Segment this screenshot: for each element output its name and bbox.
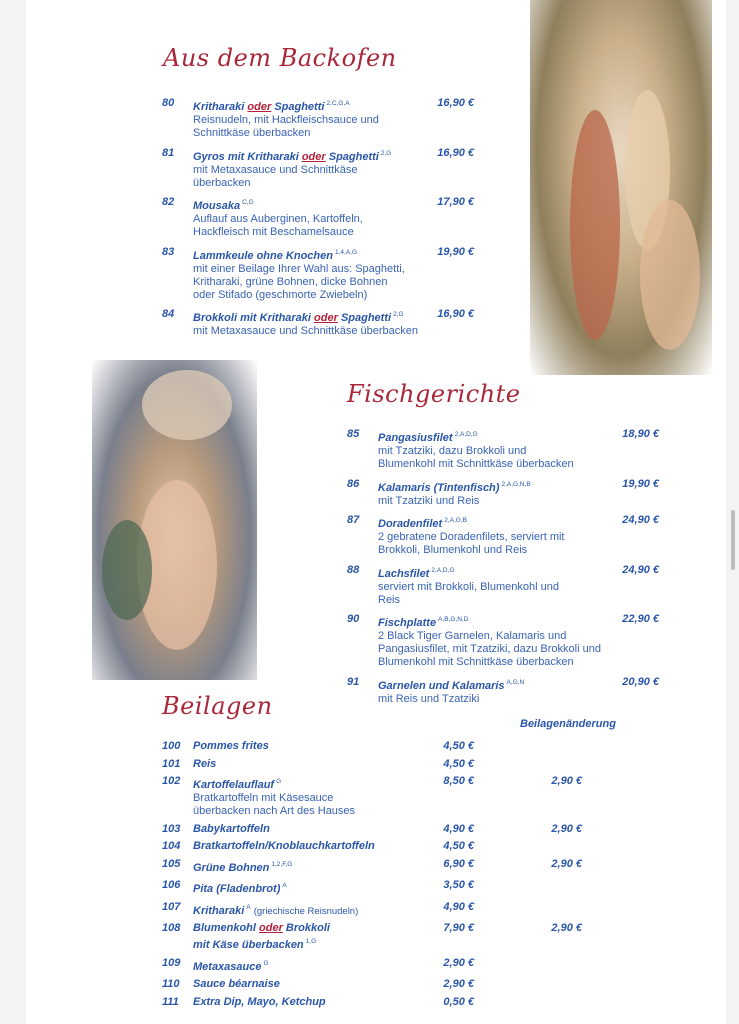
item-name-text: Pommes frites	[193, 740, 269, 752]
item-change-price: 2,90 €	[551, 775, 582, 787]
item-change-price: 2,90 €	[551, 857, 582, 870]
menu-item	[162, 147, 482, 190]
menu-item	[162, 823, 592, 836]
item-body	[193, 840, 592, 853]
item-name-text: Metaxasauce	[193, 960, 262, 973]
item-name-text: Reis	[193, 757, 217, 770]
allergen-codes: 2,A,D,G	[431, 566, 455, 574]
item-note: (griechische Reisnudeln)	[253, 905, 359, 917]
menu-item	[162, 775, 592, 818]
section-title-beilagen: Beilagen	[162, 692, 273, 720]
menu-item	[162, 97, 482, 140]
item-name-oder: oder	[259, 922, 283, 934]
item-number: 90	[347, 613, 360, 625]
menu-item	[347, 676, 667, 706]
item-description: überbacken nach Art des Hauses	[193, 805, 356, 817]
item-name-oder: oder	[314, 312, 338, 324]
item-price: 6,90 €	[443, 857, 474, 870]
menu-item	[162, 922, 592, 952]
item-name-text: Lammkeule ohne Knochen	[193, 249, 333, 262]
item-name-text: Grüne Bohnen	[193, 861, 270, 874]
item-number: 109	[162, 956, 181, 969]
allergen-codes: 2,G	[393, 311, 404, 318]
item-number: 91	[347, 675, 360, 688]
item-price: 24,90 €	[622, 514, 659, 526]
section-backofen	[162, 97, 482, 345]
item-change-price: 2,90 €	[551, 822, 582, 835]
item-price: 4,90 €	[443, 822, 474, 835]
item-price: 3,50 €	[443, 879, 474, 891]
item-price: 19,90 €	[622, 477, 659, 490]
item-body	[193, 758, 592, 771]
section-fischgerichte	[347, 428, 667, 712]
item-name	[193, 957, 592, 974]
item-name-text: Pangasiusfilet	[378, 432, 453, 444]
item-description: Blumenkohl mit Schnittkäse überbacken	[378, 656, 574, 668]
item-price: 2,90 €	[443, 956, 474, 969]
menu-item	[162, 246, 482, 302]
allergen-codes: 2,A,G,N,B	[501, 480, 531, 488]
item-name-text: Mousaka	[193, 200, 241, 212]
item-name-text-2: Spaghetti	[325, 150, 379, 163]
section-beilagen	[162, 740, 592, 1013]
item-name-text: Kalamaris (Tintenfisch)	[378, 481, 500, 494]
item-body	[193, 978, 592, 991]
allergen-codes: A	[246, 903, 251, 911]
item-name	[193, 996, 592, 1009]
item-name-line2-text: mit Käse überbacken	[193, 939, 304, 951]
item-name-text: Gyros mit Kritharaki	[193, 150, 302, 163]
item-price: 7,90 €	[443, 922, 474, 934]
item-body	[193, 901, 592, 918]
item-number: 108	[162, 922, 181, 934]
item-number: 82	[162, 196, 175, 208]
item-number: 85	[347, 428, 360, 440]
allergen-codes: 2,A,D,G	[454, 431, 478, 438]
item-description: mit Metaxasauce und Schnittkäse überbacken	[193, 325, 419, 337]
item-description: Brokkoli, Blumenkohl und Reis	[378, 544, 528, 556]
item-name-text: Blumenkohl	[193, 922, 260, 934]
item-name-text: Kartoffelauflauf	[193, 779, 275, 791]
item-description: Kritharaki, grüne Bohnen, dicke Bohnen	[193, 275, 388, 288]
item-price: 16,90 €	[437, 97, 474, 109]
item-description: mit Tzatziki und Reis	[378, 494, 480, 507]
item-price: 8,50 €	[443, 775, 474, 787]
item-description: Auflauf aus Auberginen, Kartoffeln,	[193, 213, 363, 225]
item-price: 17,90 €	[437, 196, 474, 208]
allergen-codes: 2,A,G,B	[444, 517, 467, 524]
menu-item	[347, 428, 667, 471]
scrollbar[interactable]	[731, 510, 735, 570]
item-number: 104	[162, 840, 181, 852]
item-number: 84	[162, 308, 175, 320]
menu-item	[162, 957, 592, 974]
item-description: überbacken	[193, 176, 251, 189]
menu-item	[162, 840, 592, 853]
menu-item	[162, 740, 592, 753]
allergen-codes: A,B,G,N,D	[438, 616, 469, 623]
item-name	[193, 740, 592, 753]
item-description: Reisnudeln, mit Hackfleischsauce und	[193, 114, 379, 126]
allergen-codes: 1,G	[305, 938, 317, 945]
item-name-text-2: Spaghetti	[271, 101, 325, 113]
item-name-text: Brokkoli mit Kritharaki	[193, 312, 315, 324]
item-number: 101	[162, 757, 181, 770]
item-number: 111	[162, 995, 179, 1008]
item-body	[193, 957, 592, 974]
item-price: 16,90 €	[437, 146, 474, 159]
item-number: 105	[162, 857, 181, 870]
item-description: mit Tzatziki, dazu Brokkoli und	[378, 445, 527, 457]
item-number: 88	[347, 563, 360, 576]
item-number: 106	[162, 879, 181, 891]
item-name-text: Kritharaki	[193, 101, 248, 113]
allergen-codes: 2,C,G,A	[326, 100, 350, 107]
item-description: Pangasiusfilet, mit Tzatziki, dazu Brokkoli und	[378, 643, 601, 655]
item-name-text: Sauce béarnaise	[193, 978, 280, 990]
item-name-text: Kritharaki	[193, 904, 245, 917]
item-change-price: 2,90 €	[551, 922, 582, 934]
item-number: 80	[162, 97, 175, 109]
item-description: 2 gebratene Doradenfilets, serviert mit	[378, 531, 565, 543]
painting-classical-figures-left	[92, 360, 257, 680]
item-number: 81	[162, 146, 175, 159]
item-name-text: Fischplatte	[378, 617, 437, 629]
menu-item	[162, 901, 592, 918]
menu-item	[347, 514, 667, 557]
item-number: 87	[347, 514, 360, 526]
allergen-codes: 2,G	[380, 149, 392, 157]
item-name-text: Doradenfilet	[378, 518, 443, 530]
item-name-text: Extra Dip, Mayo, Ketchup	[193, 995, 326, 1008]
item-number: 86	[347, 477, 360, 490]
item-description: Bratkartoffeln mit Käsesauce	[193, 792, 334, 804]
menu-item	[162, 879, 592, 896]
menu-item	[347, 564, 667, 607]
item-number: 102	[162, 775, 181, 787]
item-price: 18,90 €	[622, 428, 659, 440]
item-description: mit Metaxasauce und Schnittkäse	[193, 163, 358, 176]
menu-item	[162, 858, 592, 875]
item-number: 107	[162, 900, 181, 913]
item-name-text: Lachsfilet	[378, 567, 430, 580]
item-name-line2	[193, 935, 592, 952]
allergen-codes: A,G,N	[506, 678, 525, 686]
item-body	[193, 996, 592, 1009]
item-name	[193, 901, 592, 918]
item-name	[193, 879, 592, 896]
item-name-text: Bratkartoffeln/Knoblauchkartoffeln	[193, 840, 375, 852]
item-name-text: Pita (Fladenbrot)	[193, 883, 281, 895]
item-description: Hackfleisch mit Beschamelsauce	[193, 226, 354, 238]
item-description: mit Reis und Tzatziki	[378, 692, 480, 705]
item-price: 16,90 €	[437, 308, 474, 320]
item-name-text-2: Brokkoli	[282, 922, 330, 934]
item-price: 4,50 €	[443, 740, 474, 752]
item-name-text: Garnelen und Kalamaris	[378, 679, 505, 692]
menu-item	[162, 978, 592, 991]
item-name-text-2: Spaghetti	[337, 312, 392, 324]
item-number: 100	[162, 740, 181, 752]
item-name	[193, 840, 592, 853]
allergen-codes: G	[276, 778, 282, 785]
item-name	[193, 758, 592, 771]
item-description: serviert mit Brokkoli, Blumenkohl und	[378, 580, 559, 593]
allergen-codes: C,G	[242, 199, 254, 206]
item-description: mit einer Beilage Ihrer Wahl aus: Spaghetti,	[193, 262, 405, 275]
section-title-backofen: Aus dem Backofen	[163, 44, 397, 72]
item-number: 83	[162, 245, 175, 258]
menu-item	[347, 613, 667, 669]
item-price: 19,90 €	[437, 245, 474, 258]
allergen-codes: G	[263, 959, 269, 967]
item-name-oder: oder	[301, 150, 326, 163]
item-price: 4,50 €	[443, 840, 474, 852]
item-body	[193, 879, 592, 896]
item-name	[193, 978, 592, 991]
item-description: Schnittkäse überbacken	[193, 127, 311, 139]
item-name-text: Babykartoffeln	[193, 822, 270, 835]
beilagen-change-header: Beilagenänderung	[520, 718, 616, 730]
item-price: 24,90 €	[622, 563, 659, 576]
item-body	[193, 740, 592, 753]
menu-item	[162, 758, 592, 771]
item-description: Reis	[378, 593, 401, 606]
section-title-fisch: Fischgerichte	[347, 380, 521, 408]
item-description: Blumenkohl mit Schnittkäse überbacken	[378, 458, 574, 470]
item-number: 103	[162, 822, 181, 835]
painting-classical-figures-top	[530, 0, 712, 375]
item-description: 2 Black Tiger Garnelen, Kalamaris und	[378, 630, 567, 642]
item-name-oder: oder	[247, 101, 272, 113]
item-price: 4,90 €	[443, 900, 474, 913]
item-price: 20,90 €	[622, 675, 659, 688]
menu-item	[347, 478, 667, 508]
allergen-codes: A	[282, 882, 287, 889]
item-number: 110	[162, 978, 180, 990]
menu-item	[162, 196, 482, 239]
item-price: 0,50 €	[443, 995, 474, 1008]
menu-item	[162, 996, 592, 1009]
item-price: 2,90 €	[443, 978, 474, 990]
allergen-codes: 1,4,A,G	[334, 248, 358, 256]
menu-item	[162, 308, 482, 338]
item-price: 4,50 €	[443, 757, 474, 770]
item-price: 22,90 €	[622, 613, 659, 625]
allergen-codes: 1,2,F,G	[271, 860, 293, 868]
item-description: oder Stifado (geschmorte Zwiebeln)	[193, 288, 368, 301]
